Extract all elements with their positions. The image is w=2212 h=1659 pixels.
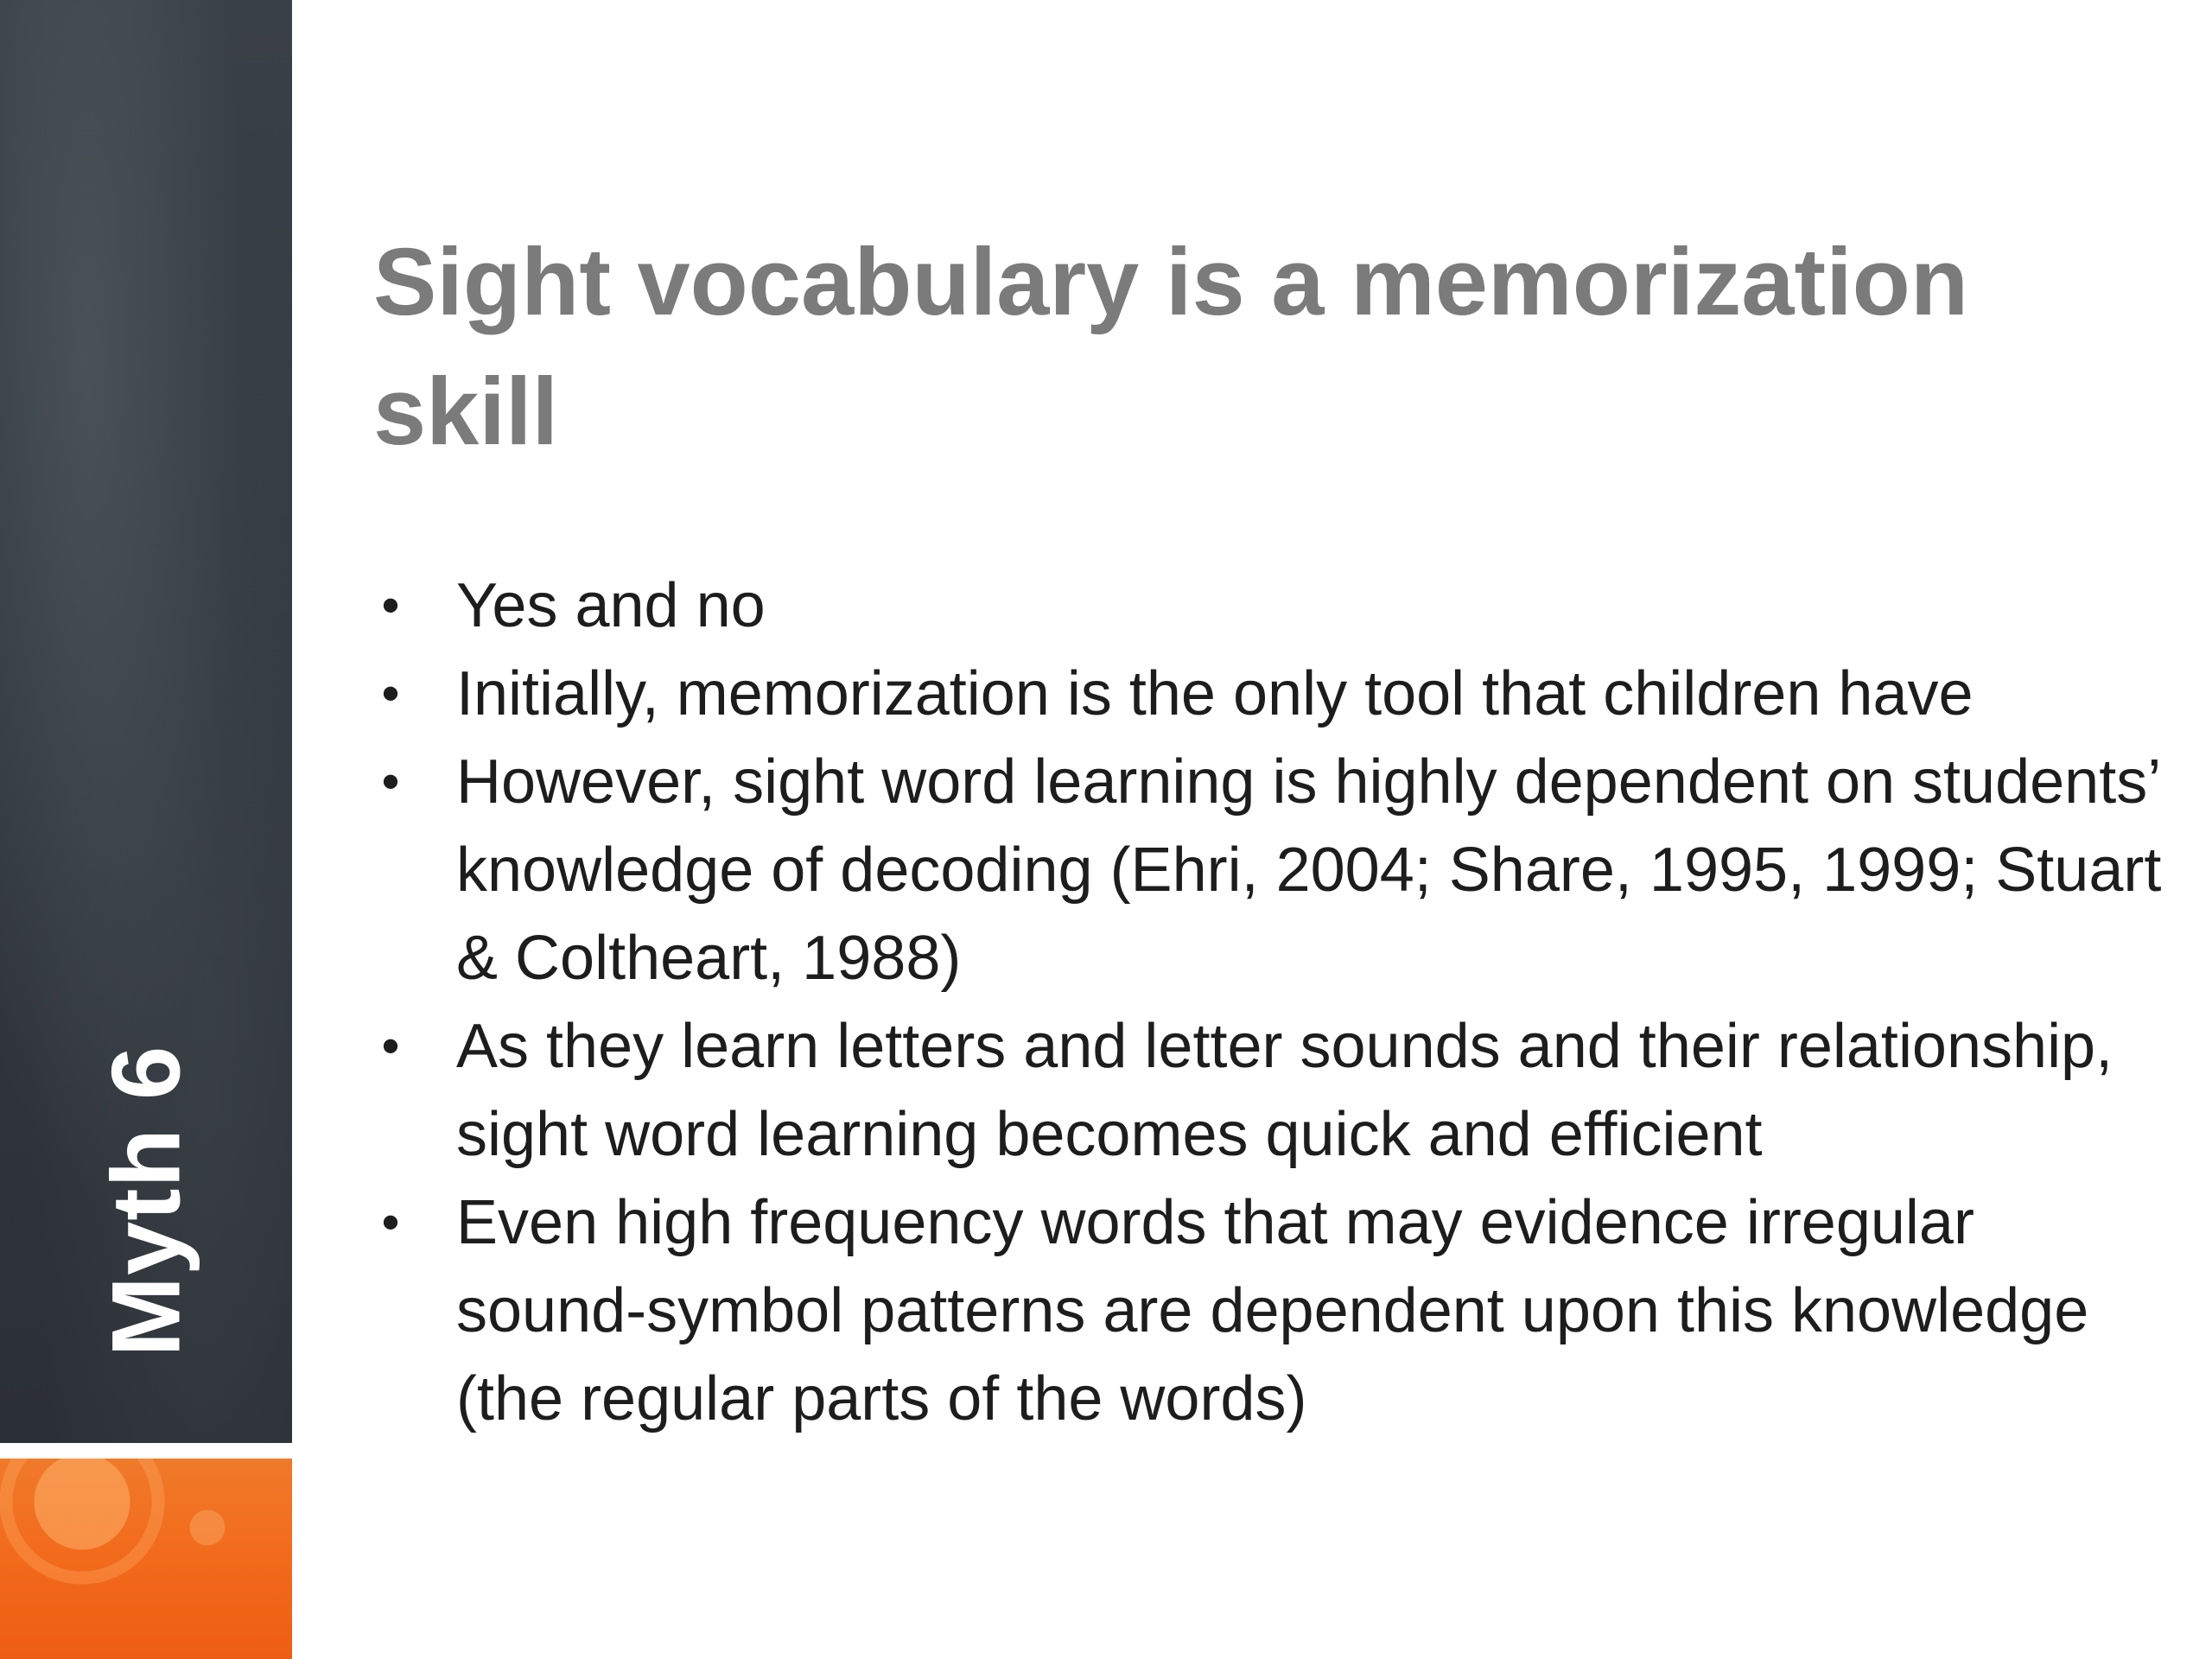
bullet-item xyxy=(373,1002,2171,1179)
bullet-icon: • xyxy=(381,1193,400,1251)
bullet-item xyxy=(373,1179,2171,1443)
bullet-text: Even high frequency words that may evidence irregular sound-symbol patterns are dependent upon this knowledge (the regular parts of the words) xyxy=(456,1188,2089,1433)
bullet-item xyxy=(373,738,2171,1002)
side-panel xyxy=(0,0,292,1443)
bullet-icon: • xyxy=(381,576,400,634)
bullet-text: As they learn letters and letter sounds and their relationship, sight word learning becomes quick and efficient xyxy=(456,1012,2113,1169)
bullet-text: Initially, memorization is the only tool that children have xyxy=(456,659,1974,728)
bullet-text: Yes and no xyxy=(456,571,766,640)
panel-divider xyxy=(0,1443,292,1459)
bullet-icon: • xyxy=(381,1017,400,1075)
accent-block xyxy=(0,1459,292,1659)
bullet-list xyxy=(373,562,2171,1443)
bullet-text: However, sight word learning is highly dependent on students’ knowledge of decoding (Ehri, 2004; Share, 1995, 1999; Stuart & Coltheart, 1988) xyxy=(456,747,2162,993)
side-label: Myth 6 xyxy=(92,1045,200,1357)
slide-title: Sight vocabulary is a memorization skill xyxy=(373,229,1969,465)
bullet-item xyxy=(373,650,2171,738)
bullet-icon: • xyxy=(381,664,400,722)
bullet-item xyxy=(373,562,2171,650)
bullet-icon: • xyxy=(381,753,400,810)
